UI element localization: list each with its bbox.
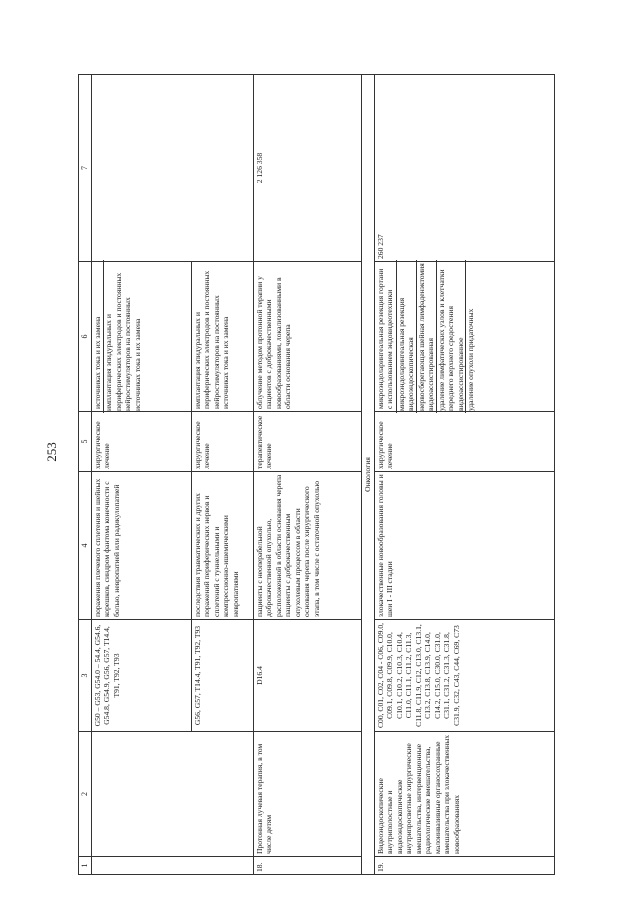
- header-cell: 2: [79, 732, 92, 857]
- codes-cell: G50 – G53, G54.0 – 54.4, G54.6, G54.8, G54.9, G56, G57, T14.4, T91, T92, T93: [92, 620, 192, 732]
- codes-cell: C00, C01, C02, C04 - C06, C09.0, C09.1, C09.8, C09.9, C10.0, C10.1, C10.2, C10.3, C10.4, C11.0, C11.1, C11.2, C11.3, C11.8, C11.9, C12, C13.0, C13.1, C13.2, C13.8, C13.9, C14.0, C14.2, C15.0, C30.0, C31.0, C31.1, C31.2, C31.3, C31.8, C31.9, C32, C43, C44, C69, C73: [375, 620, 555, 732]
- table-row: [92, 75, 192, 875]
- header-cell: 4: [79, 472, 92, 620]
- rotated-table-sheet: [78, 75, 558, 875]
- cost-cell: 2 126 358: [254, 75, 362, 262]
- row-number: 18.: [254, 857, 362, 875]
- model-cell: злокачественные новообразования головы и шеи I - III стадии: [375, 472, 555, 620]
- treatment-cell: терапевтическое лечение: [254, 412, 362, 472]
- model-cell: поражения плечевого сплетения и шейных корешков, синдром фантома конечности с болью, невропатией или радикулопатией: [92, 472, 192, 620]
- model-cell: последствия травматических и других поражений периферических нервов и сплетений с туннельными и компрессионно-ишемическими невропатиями: [192, 472, 254, 620]
- method-cell: удаление лимфатических узлов и клетчатки переднего верхнего средостения видеоассистированное: [436, 260, 465, 413]
- model-cell: пациенты с неоперабельной доброкачественной опухолью, расположенной в области основания черепа пациенты с доброкачественным опухолевым процессом в области основания черепа после хирургического этапа, в том числе с остаточной опухолью: [254, 472, 362, 620]
- method-cell: удаление опухоли придаточных: [465, 260, 475, 413]
- method-cell: имплантация эпидуральных и периферических электродов и постоянных нейростимуляторов на постоянных источниках тока и их замена: [103, 260, 142, 413]
- treatment-table: [78, 74, 555, 875]
- header-row: [79, 75, 92, 875]
- method-cell: микроэндоларингеальная резекция гортани с использованием эндовидеотехники: [376, 268, 395, 409]
- method-cell: нервосберегающая шейная лимфаденэктомия видеоассистированная: [416, 260, 436, 413]
- procedure-name: Видеоэндоскопические внутриполостные и видеоэндоскопические внутрипросветные хирургические вмешательства, интервенционные радиологические вмешательства, малоинвазивные органосохранные вмешательства при злокачественных новообразованиях: [375, 732, 555, 857]
- codes-cell: G56, G57, T14.4, T91, T92, T93: [192, 620, 254, 732]
- page-number: 253: [44, 442, 59, 462]
- method-cell: облучение методом протонной терапии у пациентов с доброкачественными новообразованиями, локализованными в области основания черепа: [254, 262, 362, 412]
- method-cell: источниках тока и их замена: [93, 316, 102, 409]
- table-row-19: [375, 75, 555, 875]
- header-cell: 5: [79, 412, 92, 472]
- table-row-18: [254, 75, 362, 875]
- section-title: Онкология: [362, 75, 375, 875]
- cost-cell: 260 237: [375, 75, 555, 262]
- treatment-cell: хирургическое лечение: [375, 412, 555, 472]
- header-cell: 1: [79, 857, 92, 875]
- header-cell: 7: [79, 75, 92, 262]
- treatment-cell: хирургическое лечение: [192, 412, 254, 472]
- section-row: [362, 75, 375, 875]
- procedure-name: Протонная лучевая терапия, в том числе детям: [254, 732, 362, 857]
- codes-cell: D16.4: [254, 620, 362, 732]
- row-number: 19.: [375, 857, 555, 875]
- header-cell: 3: [79, 620, 92, 732]
- method-cell: имплантация эпидуральных и периферических электродов и постоянных нейростимуляторов на постоянных источниках тока и их замена: [192, 262, 254, 412]
- method-cell: микроэндоларингеальная резекция видеоэндоскопическая: [396, 260, 416, 413]
- treatment-cell: хирургическое лечение: [92, 412, 192, 472]
- header-cell: 6: [79, 262, 92, 412]
